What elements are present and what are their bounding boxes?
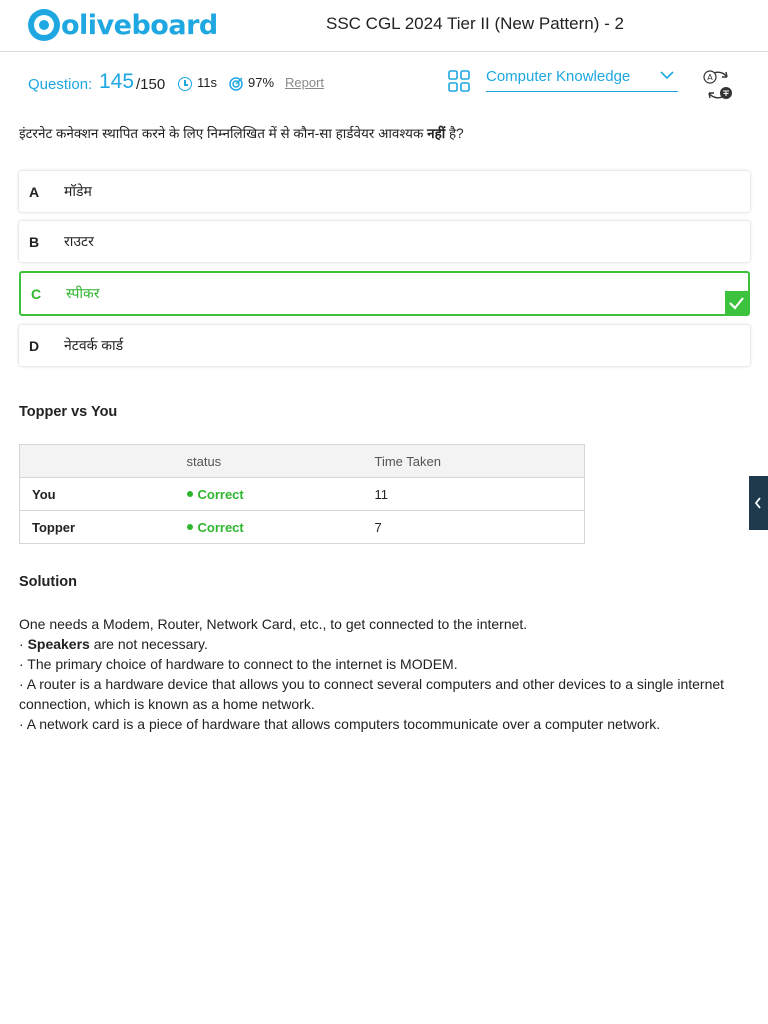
check-icon: [725, 291, 748, 314]
logo-text: oliveboard: [61, 9, 218, 41]
bullet: ·: [19, 636, 28, 652]
table-header-row: [20, 445, 585, 478]
option-letter: B: [29, 234, 40, 250]
oliveboard-logo[interactable]: [28, 8, 218, 42]
topper-vs-you-heading: Topper vs You: [19, 404, 118, 420]
clock-icon: [178, 77, 192, 91]
svg-text:A: A: [707, 73, 713, 82]
subject-dropdown[interactable]: [486, 66, 678, 92]
top-header: [0, 0, 768, 52]
chevron-down-icon: [660, 70, 674, 80]
status-dot-icon: [187, 491, 193, 497]
solution-body: [19, 614, 741, 734]
logo-o-icon: [28, 9, 60, 41]
question-info-bar: [0, 60, 768, 108]
option-text: स्पीकर: [66, 285, 100, 301]
option-letter: C: [31, 286, 42, 302]
question-text-end: है?: [445, 126, 464, 141]
solution-line: · The primary choice of hardware to connect to the internet is MODEM.: [19, 656, 458, 672]
exam-title: SSC CGL 2024 Tier II (New Pattern) - 2: [326, 14, 624, 33]
solution-intro: One needs a Modem, Router, Network Card, etc., to get connected to the internet.: [19, 616, 528, 632]
row-name: You: [20, 478, 175, 511]
comparison-table: [19, 444, 585, 544]
target-icon: [229, 77, 243, 91]
question-total: /150: [136, 76, 166, 93]
table-row: [20, 511, 585, 544]
option-text: राउटर: [64, 233, 94, 249]
row-time: 7: [363, 511, 585, 544]
option-c-correct[interactable]: [19, 271, 750, 316]
question-text-emphasis: नहीं: [427, 126, 446, 141]
row-time: 11: [363, 478, 585, 511]
option-text: नेटवर्क कार्ड: [64, 337, 124, 353]
option-d[interactable]: [19, 325, 750, 366]
question-number: 145: [99, 70, 135, 93]
row-name: Topper: [20, 511, 175, 544]
subject-selected: Computer Knowledge: [486, 68, 631, 85]
question-text: [19, 124, 464, 142]
option-text: मॉडेम: [64, 183, 92, 199]
question-label: Question:: [28, 76, 93, 93]
translate-icon[interactable]: [701, 68, 735, 102]
status-dot-icon: [187, 524, 193, 530]
report-link[interactable]: Report: [285, 75, 325, 90]
table-row: [20, 478, 585, 511]
solution-line: · A network card is a piece of hardware that allows computers tocommunicate over a computer network.: [19, 716, 661, 732]
option-letter: A: [29, 184, 40, 200]
solution-bold-term: Speakers: [27, 636, 90, 652]
option-a[interactable]: [19, 171, 750, 212]
status-text: Correct: [197, 486, 244, 502]
time-taken: 11s: [197, 75, 217, 90]
question-text-start: इंटरनेट कनेक्शन स्थापित करने के लिए निम्नलिखित में से कौन-सा हार्डवेयर आवश्यक: [19, 126, 428, 141]
grid-icon[interactable]: [448, 70, 470, 92]
chevron-left-icon: [753, 496, 763, 510]
column-header: [20, 445, 175, 478]
row-status: [175, 511, 363, 544]
column-header-time: Time Taken: [363, 445, 585, 478]
status-text: Correct: [197, 519, 244, 535]
column-header-status: status: [175, 445, 363, 478]
solution-line: · A router is a hardware device that allows you to connect several computers and other devices to a single internet connection, which is known as a home network.: [19, 676, 725, 712]
solution-heading: Solution: [19, 574, 77, 590]
option-letter: D: [29, 338, 40, 354]
side-panel-toggle[interactable]: [749, 476, 768, 530]
accuracy-value: 97%: [248, 75, 275, 90]
row-status: [175, 478, 363, 511]
solution-line: [19, 634, 741, 654]
solution-line-text: are not necessary.: [89, 636, 208, 652]
option-b[interactable]: [19, 221, 750, 262]
